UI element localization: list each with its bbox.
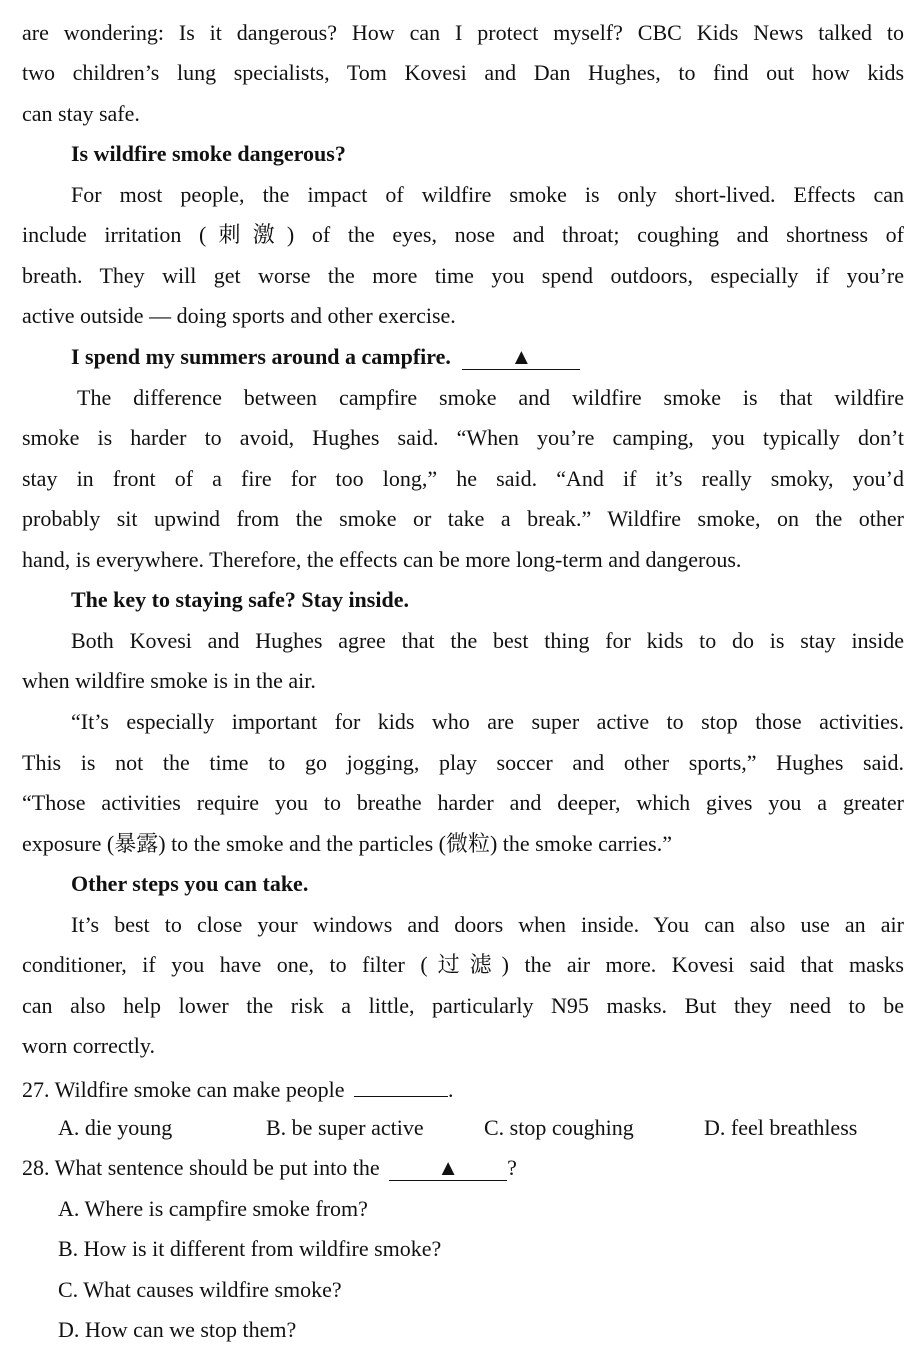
option-b: B. How is it different from wildfire smoke? [58, 1236, 442, 1261]
passage-line: For most people, the impact of wildfire smoke is only short-lived. Effects can [71, 182, 904, 207]
option-b: B. be super active [266, 1115, 424, 1140]
passage-line: active outside — doing sports and other exercise. [22, 303, 456, 328]
option-a: A. Where is campfire smoke from? [58, 1196, 368, 1221]
passage-line: include irritation (刺激) of the eyes, nose and throat; coughing and shortness of [22, 222, 904, 247]
passage-line: stay in front of a fire for too long,” he said. “And if it’s really smoky, you’d [22, 466, 904, 491]
option-c: C. What causes wildfire smoke? [58, 1277, 342, 1302]
triangle-marker-icon: ▲ [437, 1155, 460, 1180]
passage-line: “Those activities require you to breathe harder and deeper, which gives you a greater [22, 790, 904, 815]
answer-blank [389, 1156, 507, 1181]
question-stem: 27. Wildfire smoke can make people [22, 1077, 345, 1102]
option-a: A. die young [58, 1115, 173, 1140]
passage-line: smoke is harder to avoid, Hughes said. “When you’re camping, you typically don’t [22, 425, 904, 450]
triangle-marker-icon: ▲ [510, 344, 533, 369]
passage-line: when wildfire smoke is in the air. [22, 668, 316, 693]
question-end-punct: . [448, 1077, 454, 1102]
passage-line: hand, is everywhere. Therefore, the effects can be more long-term and dangerous. [22, 547, 742, 572]
passage-line: exposure (暴露) to the smoke and the particles (微粒) the smoke carries.” [22, 831, 673, 856]
answer-blank [354, 1072, 448, 1097]
section-heading: The key to staying safe? Stay inside. [71, 587, 409, 612]
option-d: D. feel breathless [704, 1115, 858, 1140]
passage-line: breath. They will get worse the more time you spend outdoors, especially if you’re [22, 263, 904, 288]
passage-line: can also help lower the risk a little, particularly N95 masks. But they need to be [22, 993, 904, 1018]
passage-line: are wondering: Is it dangerous? How can I protect myself? CBC Kids News talked to [22, 20, 904, 45]
passage-line: The difference between campfire smoke and wildfire smoke is that wildfire [77, 385, 904, 410]
passage-line: worn correctly. [22, 1033, 155, 1058]
question-stem: 28. What sentence should be put into the [22, 1155, 380, 1180]
passage-line: This is not the time to go jogging, play soccer and other sports,” Hughes said. [22, 750, 904, 775]
passage-line: It’s best to close your windows and doors when inside. You can also use an air [71, 912, 904, 937]
passage-line: probably sit upwind from the smoke or take a break.” Wildfire smoke, on the other [22, 506, 904, 531]
question-28 [22, 1153, 904, 1183]
answer-blank [462, 345, 580, 370]
option-c: C. stop coughing [484, 1115, 634, 1140]
passage-line: conditioner, if you have one, to filter (过滤) the air more. Kovesi said that masks [22, 952, 904, 977]
section-heading: Other steps you can take. [71, 871, 309, 896]
question-end-punct: ? [507, 1155, 517, 1180]
section-heading: I spend my summers around a campfire. [71, 344, 451, 369]
section-heading-with-blank [71, 342, 904, 372]
question-27 [22, 1072, 904, 1102]
passage-line: “It’s especially important for kids who are super active to stop those activities. [71, 709, 904, 734]
passage-line: two children’s lung specialists, Tom Kovesi and Dan Hughes, to find out how kids [22, 60, 904, 85]
section-heading: Is wildfire smoke dangerous? [71, 141, 346, 166]
passage-line: Both Kovesi and Hughes agree that the best thing for kids to do is stay inside [71, 628, 904, 653]
option-d: D. How can we stop them? [58, 1317, 297, 1342]
passage-line: can stay safe. [22, 101, 140, 126]
